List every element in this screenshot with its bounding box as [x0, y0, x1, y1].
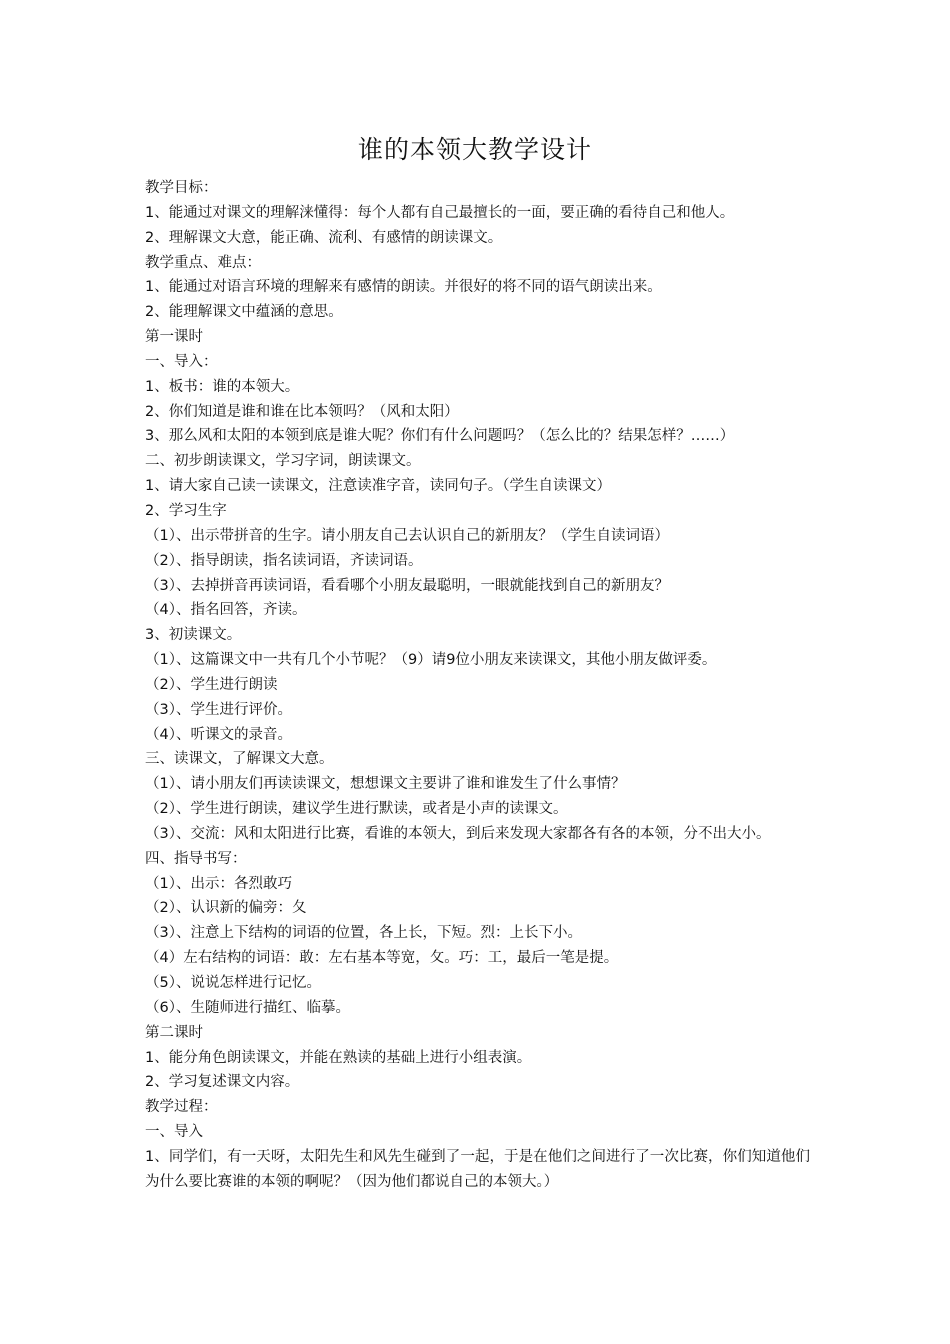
sub-list-item: （3）、学生进行评价。	[145, 701, 292, 718]
sub-list-item: （3）、去掉拼音再读词语，看看哪个小朋友最聪明，一眼就能找到自己的新朋友？	[145, 577, 669, 594]
sub-list-item: （3）、注意上下结构的词语的位置，各上长，下短。烈：上长下小。	[145, 925, 582, 942]
list-item: 1、板书：谁的本领大。	[145, 378, 300, 395]
list-item: 2、学习复述课文内容。	[145, 1074, 300, 1091]
list-item: 1、能分角色朗读课文，并能在熟读的基础上进行小组表演。	[145, 1049, 532, 1066]
document-body	[145, 176, 810, 1195]
sub-list-item: （1）、出示：各烈敢巧	[145, 875, 292, 892]
sub-list-item: （2）、认识新的偏旁：夂	[145, 900, 307, 917]
sub-list-item: （1）、请小朋友们再读读课文，想想课文主要讲了谁和谁发生了什么事情？	[145, 776, 626, 793]
step-heading-understanding: 三、读课文，了解课文大意。	[145, 751, 334, 768]
sub-list-item: （2）、学生进行朗读	[145, 676, 278, 693]
list-item: 2、学习生字	[145, 502, 227, 519]
sub-list-item: （4）、听课文的录音。	[145, 726, 292, 743]
step-heading-intro: 一、导入：	[145, 353, 218, 370]
objective-item-1: 1、能通过对课文的理解涞懂得：每个人都有自己最擅长的一面，要正确的看待自己和他人。	[145, 204, 735, 221]
step-heading-writing: 四、指导书写：	[145, 850, 247, 867]
step-heading-first-reading: 二、初步朗读课文，学习字词，朗读课文。	[145, 453, 421, 470]
sub-list-item: （2）、指导朗读，指名读词语，齐读词语。	[145, 552, 423, 569]
section-heading-process: 教学过程：	[145, 1099, 218, 1116]
sub-list-item: （4）左右结构的词语：敢：左右基本等宽，攵。巧：工，最后一笔是提。	[145, 950, 619, 967]
list-item: 2、你们知道是谁和谁在比本领吗？（风和太阳）	[145, 403, 459, 420]
lesson-heading-2: 第二课时	[145, 1024, 203, 1041]
step-heading-intro-2: 一、导入	[145, 1124, 203, 1141]
list-item: 1、请大家自己读一读课文，注意读准字音，读同句子。（学生自读课文）	[145, 478, 611, 495]
key-point-item-2: 2、能理解课文中蕴涵的意思。	[145, 304, 343, 321]
list-item: 3、初读课文。	[145, 627, 242, 644]
sub-list-item: （4）、指名回答，齐读。	[145, 602, 307, 619]
sub-list-item: （3）、交流：风和太阳进行比赛，看谁的本领大，到后来发现大家都各有各的本领，分不出大小。	[145, 825, 771, 842]
section-heading-objectives: 教学目标：	[145, 180, 218, 196]
sub-list-item: （6）、生随师进行描红、临摹。	[145, 999, 350, 1016]
document-title: 谁的本领大教学设计	[357, 135, 592, 164]
sub-list-item: （2）、学生进行朗读，建议学生进行默读，或者是小声的读课文。	[145, 801, 568, 818]
list-item: 1、同学们，有一天呀，太阳先生和风先生碰到了一起，于是在他们之间进行了一次比赛，你们知道他们为什么要比赛谁的本领的啊呢？（因为他们都说自己的本领大。）	[145, 1148, 810, 1190]
sub-list-item: （5）、说说怎样进行记忆。	[145, 975, 321, 991]
key-point-item-1: 1、能通过对语言环境的理解来有感情的朗读。并很好的将不同的语气朗读出来。	[145, 279, 662, 296]
sub-list-item: （1）、出示带拼音的生字。请小朋友自己去认识自己的新朋友？（学生自读词语）	[145, 527, 669, 544]
objective-item-2: 2、理解课文大意，能正确、流利、有感情的朗读课文。	[145, 229, 503, 246]
lesson-heading-1: 第一课时	[145, 329, 203, 346]
section-heading-key-points: 教学重点、难点：	[145, 254, 261, 271]
sub-list-item: （1）、这篇课文中一共有几个小节呢？（9）请9位小朋友来读课文，其他小朋友做评委。	[145, 652, 717, 669]
list-item: 3、那么风和太阳的本领到底是谁大呢？你们有什么问题吗？（怎么比的？结果怎样？……）	[145, 428, 735, 445]
